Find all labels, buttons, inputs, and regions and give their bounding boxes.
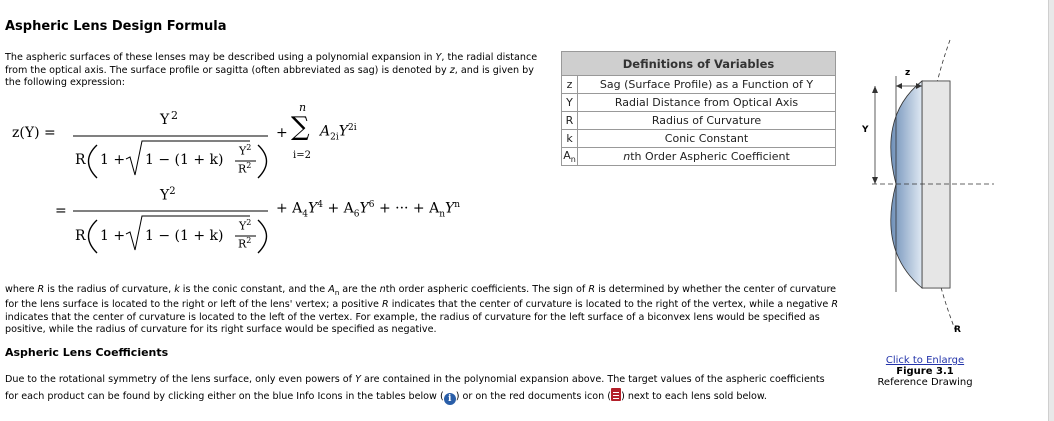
sum-sign: ∑ [291, 112, 310, 142]
series-expansion: + $A_4Y^4 + A_6Y^6$ + ··· + $A_nY^n$ [276, 200, 461, 220]
symbol-cell: $A_n$ [563, 148, 576, 165]
inner-frac-top: $Y^2$ [239, 143, 252, 158]
formula-lhs: z(Y) = [12, 125, 56, 141]
info-icon[interactable]: i [444, 393, 456, 405]
label-Y: Y [862, 125, 869, 135]
label-R: R [954, 325, 961, 335]
table-row [562, 76, 836, 94]
formula-eq2: = [55, 203, 67, 219]
inner-frac-bottom: $R^2$ [238, 161, 252, 176]
figure-subcaption: Reference Drawing [877, 377, 973, 388]
inner2-frac-bottom: $R^2$ [238, 236, 252, 251]
numerator-y: Y [160, 112, 170, 128]
table-row [562, 148, 836, 166]
symbol-cell: Y [562, 94, 578, 112]
denominator-R: R [75, 152, 86, 168]
table-row [562, 130, 836, 148]
page-title: Aspheric Lens Design Formula [5, 19, 227, 34]
enlarge-link[interactable]: Click to Enlarge [885, 355, 965, 366]
denominator-root: 1 − (1 + k) [145, 152, 224, 168]
formula-plus: + [276, 125, 288, 141]
table-row [562, 94, 836, 112]
description-cell: Conic Constant [578, 130, 836, 148]
section-subheading: Aspheric Lens Coefficients [5, 346, 169, 359]
table-row [562, 112, 836, 130]
definitions-header: Definitions of Variables [562, 52, 836, 76]
label-z: z [905, 68, 911, 78]
numerator-exp: 2 [171, 109, 178, 122]
description-cell: Sag (Surface Profile) as a Function of Y [578, 76, 836, 94]
denominator2-one-plus: 1 + [100, 228, 126, 244]
denominator-one-plus: 1 + [100, 152, 126, 168]
symbol-cell: k [562, 130, 578, 148]
sum-term: $A_{2i}Y^{2i}$ [320, 123, 357, 143]
lens-diagram[interactable] [858, 36, 998, 346]
description-cell: nth Order Aspheric Coefficient [578, 148, 836, 166]
page-edge [1048, 0, 1054, 421]
intro-paragraph: The aspheric surfaces of these lenses may be described using a polynomial expansion in Y, the radial distance from the optical axis. The surface profile or sagitta (often abbreviated as sag) is denoted by z, and is given by the following expression: [5, 52, 538, 88]
sum-lower: i=2 [293, 150, 311, 161]
inner2-frac-top: $Y^2$ [239, 218, 252, 233]
figure-number: Figure 3.1 [896, 366, 954, 377]
document-icon[interactable] [611, 388, 621, 401]
coefficients-paragraph: Due to the rotational symmetry of the lens surface, only even powers of Y are contained in the polynomial expansion above. The target values of the aspheric coefficients for each product can be found by clicking either on the blue Info Icons in the tables below ( i ) or on the red documents icon ( ) next to each lens sold below. [5, 374, 825, 404]
denominator2-R: R [75, 228, 86, 244]
denominator2-root: 1 − (1 + k) [145, 228, 224, 244]
sum-upper: n [299, 101, 307, 114]
description-cell: Radius of Curvature [578, 112, 836, 130]
symbol-cell: R [562, 112, 578, 130]
symbol-cell: z [562, 76, 578, 94]
numerator2-y: $Y^2$ [160, 186, 176, 204]
explanation-paragraph: where R is the radius of curvature, k is the conic constant, and the $A_n$ are the nth order aspheric coefficients. The sign of R is determined by whether the center of curvature for the lens surface is located to the right or left of the lens' vertex; a positive R indicates that the center of curvature is located to the right of the vertex, while a negative R indicates that the center of curvature is located to the left of the vertex. For example, the radius of curvature for the left surface of a biconvex lens would be specified as positive, while the radius of curvature for its right surface would be specified as negative. [5, 284, 838, 336]
description-cell: Radial Distance from Optical Axis [578, 94, 836, 112]
figure-caption [860, 355, 990, 388]
definitions-table [561, 51, 836, 166]
